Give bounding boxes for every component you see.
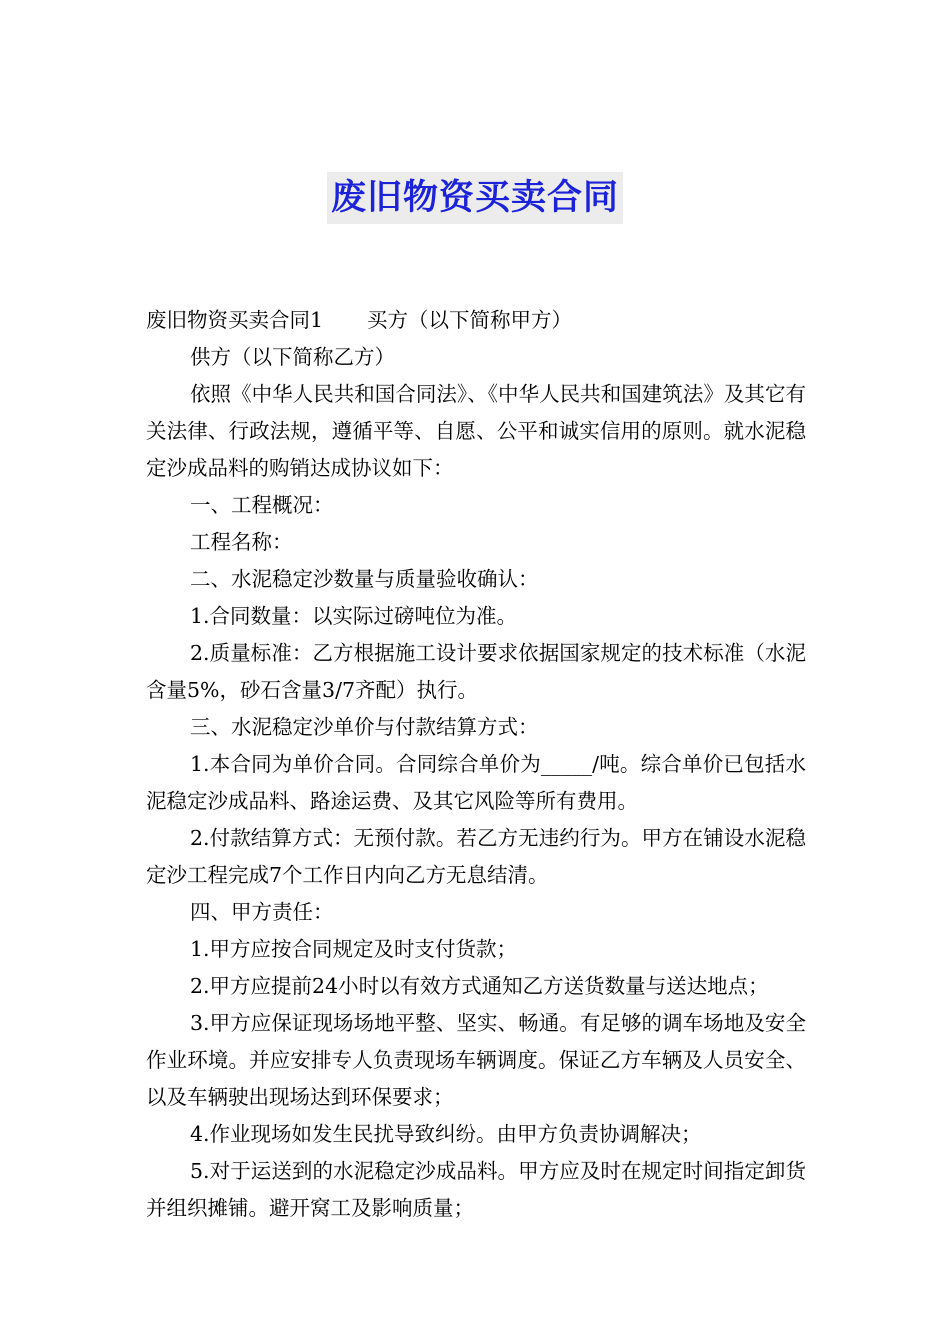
paragraph: 供方（以下简称乙方） <box>190 345 395 369</box>
paragraph-intro <box>146 302 806 339</box>
paragraph: 1.本合同为单价合同。合同综合单价为_____/吨。综合单价已包括水泥稳定沙成品料、路途运费、及其它风险等所有费用。 <box>146 752 806 813</box>
paragraph: 1.合同数量：以实际过磅吨位为准。 <box>190 604 518 628</box>
paragraph: 二、水泥稳定沙数量与质量验收确认： <box>190 567 539 591</box>
paragraph: 三、水泥稳定沙单价与付款结算方式： <box>190 715 539 739</box>
paragraph: 2.付款结算方式：无预付款。若乙方无违约行为。甲方在铺设水泥稳定沙工程完成7个工作日内向乙方无息结清。 <box>146 826 806 887</box>
paragraph: 2.质量标准：乙方根据施工设计要求依据国家规定的技术标准（水泥含量5%，砂石含量3/7齐配）执行。 <box>146 641 806 702</box>
paragraph: 一、工程概况： <box>190 493 334 517</box>
paragraph: 5.对于运送到的水泥稳定沙成品料。甲方应及时在规定时间指定卸货并组织摊铺。避开窝工及影响质量； <box>146 1159 806 1220</box>
document-body <box>146 302 806 1227</box>
paragraph: 工程名称： <box>190 530 293 554</box>
paragraph: 四、甲方责任： <box>190 900 334 924</box>
paragraph: 1.甲方应按合同规定及时支付货款； <box>190 937 518 961</box>
paragraph: 依照《中华人民共和国合同法》、《中华人民共和国建筑法》及其它有关法律、行政法规，遵循平等、自愿、公平和诚实信用的原则。就水泥稳定沙成品料的购销达成协议如下： <box>146 382 806 480</box>
paragraph: 2.甲方应提前24小时以有效方式通知乙方送货数量与送达地点； <box>190 974 769 998</box>
intro-left: 废旧物资买卖合同1 <box>146 308 324 332</box>
paragraph: 4.作业现场如发生民扰导致纠纷。由甲方负责协调解决； <box>190 1122 702 1146</box>
buyer-line: 买方（以下简称甲方） <box>367 308 573 332</box>
document-title: 废旧物资买卖合同 <box>327 172 623 224</box>
paragraph: 3.甲方应保证现场场地平整、坚实、畅通。有足够的调车场地及安全作业环境。并应安排专人负责现场车辆调度。保证乙方车辆及人员安全、以及车辆驶出现场达到环保要求； <box>146 1011 806 1109</box>
title-container <box>0 172 950 224</box>
